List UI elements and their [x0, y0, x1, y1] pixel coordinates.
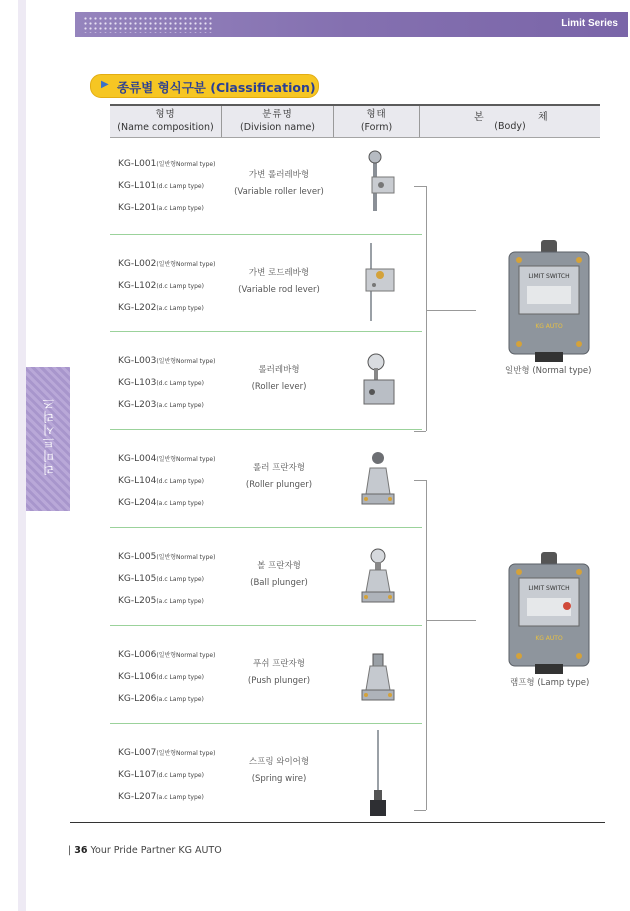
section-title: 종류별 형식구분 (Classification): [117, 80, 316, 95]
table-row: [110, 235, 422, 332]
footer-bar: |: [68, 845, 75, 856]
division-name: 롤러 프란자형 (Roller plunger): [245, 463, 313, 490]
table-row: [110, 528, 422, 626]
table-row: [110, 626, 422, 724]
table-row: [110, 724, 422, 822]
model-list: KG-L002(일반형Normal type) KG-L102(d.c Lamp type) KG-L202(a.c Lamp type): [118, 259, 216, 313]
normal-type-body-image: [505, 240, 593, 362]
push-plunger-image: [354, 640, 402, 720]
division-name: 스프링 와이어형 (Spring wire): [248, 757, 310, 784]
header-body: 본 체 (Body): [474, 112, 548, 132]
table-header-row: [110, 106, 600, 138]
table-row: [110, 430, 422, 528]
ball-plunger-image: [354, 542, 402, 622]
model-list: KG-L005(일반형Normal type) KG-L105(d.c Lamp type) KG-L205(a.c Lamp type): [118, 552, 216, 606]
plate-title: LIMIT SWITCH: [528, 585, 570, 592]
table-row: [110, 332, 422, 430]
model-list: KG-L001(일반형Normal type) KG-L101(d.c Lamp type) KG-L201(a.c Lamp type): [118, 159, 216, 213]
lamp-type-label: 램프형 (Lamp type): [510, 678, 590, 688]
plate-brand: KG AUTO: [535, 635, 563, 642]
division-name: 롤러레바형 (Roller lever): [251, 365, 307, 392]
bracket-lamp: [422, 480, 427, 810]
table-row: [110, 137, 422, 235]
division-name: 가변 로드레바형 (Variable rod lever): [238, 268, 320, 295]
model-list: KG-L007(일반형Normal type) KG-L107(d.c Lamp type) KG-L207(a.c Lamp type): [118, 748, 216, 802]
plate-brand: KG AUTO: [535, 323, 563, 330]
spring-wire-image: [354, 728, 402, 820]
normal-type-label: 일반형 (Normal type): [505, 366, 592, 376]
side-tab-label: 리미트시리즈: [42, 397, 56, 475]
bracket-normal: [422, 186, 427, 431]
plate-title: LIMIT SWITCH: [528, 273, 570, 280]
model-list: KG-L006(일반형Normal type) KG-L106(d.c Lamp type) KG-L206(a.c Lamp type): [118, 650, 216, 704]
division-name: 가변 롤러레바형 (Variable roller lever): [234, 170, 324, 197]
roller-lever-image: [354, 344, 402, 424]
left-margin-bar: [18, 0, 26, 911]
series-label: Limit Series: [561, 18, 618, 29]
banner-dot-pattern: [83, 16, 213, 33]
top-banner: [75, 12, 628, 37]
page-footer: [68, 845, 222, 856]
model-list: KG-L004(일반형Normal type) KG-L104(d.c Lamp type) KG-L204(a.c Lamp type): [118, 454, 216, 508]
variable-rod-lever-image: [354, 241, 402, 321]
variable-roller-lever-image: [354, 147, 402, 227]
page-number: 36: [74, 845, 88, 856]
roller-plunger-image: [354, 444, 402, 524]
lamp-type-body-image: [505, 552, 593, 674]
header-form: 형태 (Form): [334, 106, 420, 137]
side-tab: [26, 367, 70, 511]
division-name: 푸쉬 프란자형 (Push plunger): [247, 659, 311, 686]
section-heading: [90, 74, 319, 98]
header-name-composition: 형명 (Name composition): [110, 106, 222, 137]
division-name: 볼 프란자형 (Ball plunger): [250, 561, 308, 588]
triangle-right-icon: ▶: [101, 79, 109, 90]
footer-text: Your Pride Partner KG AUTO: [90, 845, 222, 856]
table-bottom-rule: [70, 822, 605, 823]
model-list: KG-L003(일반형Normal type) KG-L103(d.c Lamp type) KG-L203(a.c Lamp type): [118, 356, 216, 410]
header-division-name: 분류명 (Division name): [222, 106, 334, 137]
